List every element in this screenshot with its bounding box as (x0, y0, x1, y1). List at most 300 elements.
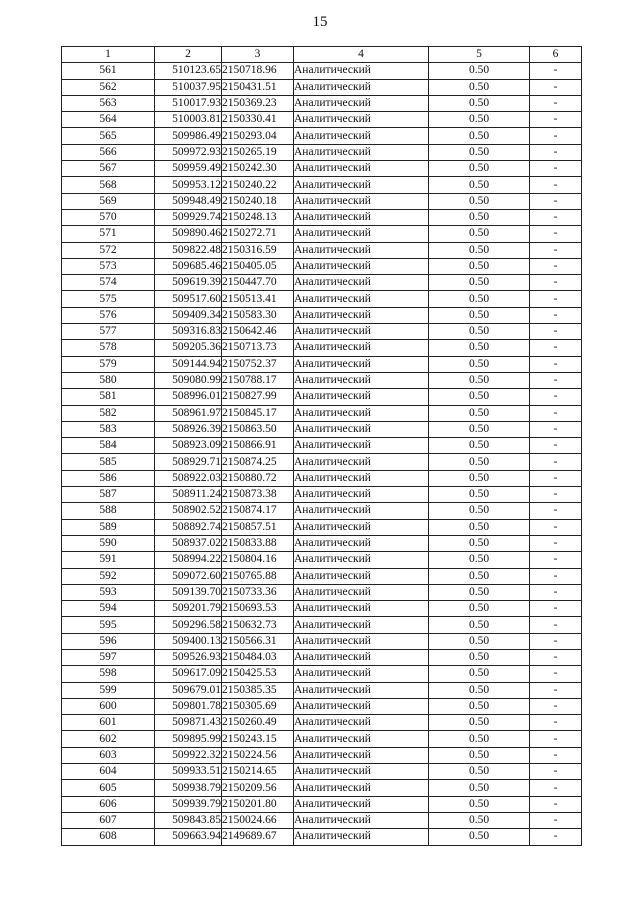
cell-coordinate-x: 509986.49 (155, 128, 222, 144)
cell-coordinate-y: 2150880.72 (222, 470, 294, 486)
table-row (62, 405, 582, 421)
table-row (62, 372, 582, 388)
cell-point-number: 599 (62, 682, 155, 698)
header-coordinate-y: 3 (222, 47, 294, 63)
cell-point-number: 572 (62, 242, 155, 258)
cell-note: - (530, 291, 582, 307)
cell-note: - (530, 649, 582, 665)
cell-point-number: 568 (62, 177, 155, 193)
cell-point-number: 600 (62, 698, 155, 714)
table-row (62, 764, 582, 780)
cell-coordinate-y: 2150431.51 (222, 79, 294, 95)
cell-point-number: 589 (62, 519, 155, 535)
cell-point-number: 561 (62, 63, 155, 79)
cell-coordinate-x: 508994.22 (155, 552, 222, 568)
cell-coordinate-x: 508961.97 (155, 405, 222, 421)
cell-coordinate-x: 509526.93 (155, 649, 222, 665)
cell-coordinate-x: 509972.93 (155, 144, 222, 160)
cell-accuracy: 0.50 (429, 649, 530, 665)
cell-method: Аналитический (294, 633, 429, 649)
cell-coordinate-y: 2150632.73 (222, 617, 294, 633)
table-row (62, 552, 582, 568)
table-row (62, 340, 582, 356)
cell-method: Аналитический (294, 356, 429, 372)
table-row (62, 715, 582, 731)
cell-point-number: 607 (62, 812, 155, 828)
table-row (62, 438, 582, 454)
cell-note: - (530, 79, 582, 95)
cell-coordinate-y: 2150718.96 (222, 63, 294, 79)
cell-coordinate-y: 2150484.03 (222, 649, 294, 665)
table-row (62, 161, 582, 177)
cell-coordinate-y: 2150240.22 (222, 177, 294, 193)
cell-accuracy: 0.50 (429, 601, 530, 617)
cell-coordinate-x: 508996.01 (155, 389, 222, 405)
cell-accuracy: 0.50 (429, 487, 530, 503)
table-row (62, 144, 582, 160)
cell-point-number: 573 (62, 258, 155, 274)
table-row (62, 617, 582, 633)
cell-accuracy: 0.50 (429, 764, 530, 780)
cell-method: Аналитический (294, 780, 429, 796)
cell-point-number: 593 (62, 584, 155, 600)
cell-coordinate-x: 508911.24 (155, 487, 222, 503)
cell-method: Аналитический (294, 63, 429, 79)
cell-method: Аналитический (294, 552, 429, 568)
cell-method: Аналитический (294, 209, 429, 225)
cell-coordinate-x: 509953.12 (155, 177, 222, 193)
cell-point-number: 567 (62, 161, 155, 177)
cell-note: - (530, 698, 582, 714)
table-row (62, 731, 582, 747)
table-row (62, 747, 582, 763)
cell-point-number: 602 (62, 731, 155, 747)
cell-note: - (530, 715, 582, 731)
cell-accuracy: 0.50 (429, 324, 530, 340)
cell-accuracy: 0.50 (429, 617, 530, 633)
cell-method: Аналитический (294, 666, 429, 682)
cell-coordinate-x: 509517.60 (155, 291, 222, 307)
cell-coordinate-x: 509316.83 (155, 324, 222, 340)
cell-method: Аналитический (294, 389, 429, 405)
cell-method: Аналитический (294, 584, 429, 600)
header-coordinate-x: 2 (155, 47, 222, 63)
table-row (62, 601, 582, 617)
cell-coordinate-x: 509939.79 (155, 796, 222, 812)
cell-note: - (530, 356, 582, 372)
cell-coordinate-y: 2150788.17 (222, 372, 294, 388)
cell-method: Аналитический (294, 291, 429, 307)
cell-point-number: 596 (62, 633, 155, 649)
table-row (62, 356, 582, 372)
cell-note: - (530, 112, 582, 128)
cell-note: - (530, 552, 582, 568)
cell-point-number: 581 (62, 389, 155, 405)
table-row (62, 209, 582, 225)
cell-accuracy: 0.50 (429, 666, 530, 682)
cell-coordinate-y: 2150765.88 (222, 568, 294, 584)
cell-coordinate-x: 509072.60 (155, 568, 222, 584)
table-row (62, 291, 582, 307)
cell-accuracy: 0.50 (429, 584, 530, 600)
cell-coordinate-y: 2150214.65 (222, 764, 294, 780)
cell-method: Аналитический (294, 161, 429, 177)
cell-method: Аналитический (294, 95, 429, 111)
cell-accuracy: 0.50 (429, 552, 530, 568)
table-row (62, 226, 582, 242)
cell-coordinate-x: 509822.48 (155, 242, 222, 258)
cell-coordinate-x: 509201.79 (155, 601, 222, 617)
header-accuracy: 5 (429, 47, 530, 63)
cell-point-number: 595 (62, 617, 155, 633)
table-row (62, 258, 582, 274)
cell-coordinate-y: 2150513.41 (222, 291, 294, 307)
cell-accuracy: 0.50 (429, 438, 530, 454)
cell-note: - (530, 161, 582, 177)
cell-coordinate-y: 2150874.25 (222, 454, 294, 470)
page-number: 15 (312, 14, 328, 30)
cell-note: - (530, 487, 582, 503)
cell-coordinate-y: 2150804.16 (222, 552, 294, 568)
cell-coordinate-x: 509205.36 (155, 340, 222, 356)
table-row (62, 128, 582, 144)
cell-coordinate-x: 509617.09 (155, 666, 222, 682)
cell-accuracy: 0.50 (429, 79, 530, 95)
cell-note: - (530, 535, 582, 551)
cell-coordinate-y: 2150260.49 (222, 715, 294, 731)
cell-accuracy: 0.50 (429, 633, 530, 649)
cell-coordinate-x: 510017.93 (155, 95, 222, 111)
cell-point-number: 584 (62, 438, 155, 454)
cell-coordinate-x: 508937.02 (155, 535, 222, 551)
cell-accuracy: 0.50 (429, 340, 530, 356)
cell-point-number: 594 (62, 601, 155, 617)
cell-point-number: 592 (62, 568, 155, 584)
cell-method: Аналитический (294, 812, 429, 828)
cell-accuracy: 0.50 (429, 63, 530, 79)
cell-coordinate-x: 509933.51 (155, 764, 222, 780)
cell-coordinate-x: 510003.81 (155, 112, 222, 128)
cell-note: - (530, 340, 582, 356)
cell-point-number: 576 (62, 307, 155, 323)
cell-coordinate-x: 508902.52 (155, 503, 222, 519)
table-row (62, 242, 582, 258)
cell-accuracy: 0.50 (429, 389, 530, 405)
cell-point-number: 577 (62, 324, 155, 340)
cell-note: - (530, 63, 582, 79)
cell-coordinate-y: 2150405.05 (222, 258, 294, 274)
cell-accuracy: 0.50 (429, 698, 530, 714)
cell-method: Аналитический (294, 438, 429, 454)
cell-method: Аналитический (294, 144, 429, 160)
table-row (62, 666, 582, 682)
cell-accuracy: 0.50 (429, 780, 530, 796)
cell-point-number: 563 (62, 95, 155, 111)
cell-coordinate-y: 2150583.30 (222, 307, 294, 323)
table-row (62, 421, 582, 437)
table-row (62, 812, 582, 828)
cell-point-number: 562 (62, 79, 155, 95)
cell-note: - (530, 372, 582, 388)
cell-coordinate-y: 2150642.46 (222, 324, 294, 340)
cell-coordinate-y: 2150845.17 (222, 405, 294, 421)
table-row (62, 324, 582, 340)
cell-coordinate-x: 510037.95 (155, 79, 222, 95)
table-row (62, 780, 582, 796)
cell-coordinate-y: 2150733.36 (222, 584, 294, 600)
cell-method: Аналитический (294, 731, 429, 747)
cell-method: Аналитический (294, 649, 429, 665)
cell-method: Аналитический (294, 324, 429, 340)
cell-coordinate-x: 509409.34 (155, 307, 222, 323)
cell-method: Аналитический (294, 535, 429, 551)
cell-coordinate-y: 2150425.53 (222, 666, 294, 682)
cell-coordinate-x: 508922.03 (155, 470, 222, 486)
cell-note: - (530, 421, 582, 437)
cell-accuracy: 0.50 (429, 275, 530, 291)
table-row (62, 193, 582, 209)
table-row (62, 470, 582, 486)
cell-coordinate-y: 2150243.15 (222, 731, 294, 747)
cell-note: - (530, 584, 582, 600)
cell-point-number: 574 (62, 275, 155, 291)
cell-point-number: 580 (62, 372, 155, 388)
cell-accuracy: 0.50 (429, 503, 530, 519)
cell-accuracy: 0.50 (429, 226, 530, 242)
cell-accuracy: 0.50 (429, 454, 530, 470)
cell-point-number: 566 (62, 144, 155, 160)
cell-coordinate-y: 2150242.30 (222, 161, 294, 177)
table-row (62, 389, 582, 405)
cell-point-number: 565 (62, 128, 155, 144)
cell-point-number: 585 (62, 454, 155, 470)
cell-point-number: 575 (62, 291, 155, 307)
cell-coordinate-y: 2150447.70 (222, 275, 294, 291)
cell-note: - (530, 812, 582, 828)
cell-method: Аналитический (294, 715, 429, 731)
cell-method: Аналитический (294, 568, 429, 584)
cell-note: - (530, 764, 582, 780)
table-row (62, 568, 582, 584)
cell-coordinate-y: 2150024.66 (222, 812, 294, 828)
table-row (62, 79, 582, 95)
cell-accuracy: 0.50 (429, 829, 530, 845)
cell-method: Аналитический (294, 796, 429, 812)
cell-method: Аналитический (294, 177, 429, 193)
cell-coordinate-x: 509679.01 (155, 682, 222, 698)
cell-method: Аналитический (294, 470, 429, 486)
cell-coordinate-x: 508923.09 (155, 438, 222, 454)
table-row (62, 177, 582, 193)
cell-note: - (530, 666, 582, 682)
cell-note: - (530, 144, 582, 160)
table-row (62, 503, 582, 519)
cell-coordinate-y: 2150272.71 (222, 226, 294, 242)
cell-point-number: 598 (62, 666, 155, 682)
cell-point-number: 605 (62, 780, 155, 796)
cell-coordinate-x: 510123.65 (155, 63, 222, 79)
cell-accuracy: 0.50 (429, 731, 530, 747)
cell-accuracy: 0.50 (429, 715, 530, 731)
cell-coordinate-x: 509296.58 (155, 617, 222, 633)
cell-accuracy: 0.50 (429, 421, 530, 437)
table-row (62, 698, 582, 714)
cell-accuracy: 0.50 (429, 356, 530, 372)
cell-coordinate-y: 2150240.18 (222, 193, 294, 209)
cell-coordinate-x: 508926.39 (155, 421, 222, 437)
table-row (62, 275, 582, 291)
cell-method: Аналитический (294, 258, 429, 274)
cell-note: - (530, 601, 582, 617)
cell-note: - (530, 128, 582, 144)
cell-accuracy: 0.50 (429, 307, 530, 323)
cell-coordinate-x: 509871.43 (155, 715, 222, 731)
table-row (62, 535, 582, 551)
cell-method: Аналитический (294, 601, 429, 617)
cell-note: - (530, 617, 582, 633)
table-header (62, 47, 582, 63)
cell-coordinate-y: 2150305.69 (222, 698, 294, 714)
cell-accuracy: 0.50 (429, 144, 530, 160)
cell-note: - (530, 568, 582, 584)
table-body (62, 63, 582, 845)
table-row (62, 487, 582, 503)
cell-method: Аналитический (294, 519, 429, 535)
cell-coordinate-y: 2150265.19 (222, 144, 294, 160)
cell-coordinate-y: 2150209.56 (222, 780, 294, 796)
cell-method: Аналитический (294, 79, 429, 95)
cell-coordinate-x: 509895.99 (155, 731, 222, 747)
cell-coordinate-y: 2150316.59 (222, 242, 294, 258)
cell-method: Аналитический (294, 617, 429, 633)
cell-method: Аналитический (294, 193, 429, 209)
cell-method: Аналитический (294, 829, 429, 845)
cell-method: Аналитический (294, 487, 429, 503)
cell-coordinate-y: 2150385.35 (222, 682, 294, 698)
cell-note: - (530, 731, 582, 747)
cell-coordinate-x: 509929.74 (155, 209, 222, 225)
cell-note: - (530, 209, 582, 225)
cell-note: - (530, 682, 582, 698)
table-row (62, 112, 582, 128)
cell-coordinate-y: 2150293.04 (222, 128, 294, 144)
cell-accuracy: 0.50 (429, 519, 530, 535)
table-row (62, 829, 582, 845)
cell-coordinate-y: 2150201.80 (222, 796, 294, 812)
cell-coordinate-x: 509948.49 (155, 193, 222, 209)
cell-note: - (530, 95, 582, 111)
cell-point-number: 578 (62, 340, 155, 356)
cell-note: - (530, 389, 582, 405)
cell-note: - (530, 275, 582, 291)
cell-method: Аналитический (294, 682, 429, 698)
cell-coordinate-y: 2150873.38 (222, 487, 294, 503)
cell-accuracy: 0.50 (429, 682, 530, 698)
cell-note: - (530, 438, 582, 454)
cell-point-number: 586 (62, 470, 155, 486)
cell-coordinate-y: 2150248.13 (222, 209, 294, 225)
cell-note: - (530, 177, 582, 193)
cell-coordinate-y: 2149689.67 (222, 829, 294, 845)
cell-coordinate-x: 509843.85 (155, 812, 222, 828)
table-row (62, 63, 582, 79)
table-row (62, 307, 582, 323)
cell-note: - (530, 226, 582, 242)
cell-point-number: 608 (62, 829, 155, 845)
cell-point-number: 597 (62, 649, 155, 665)
cell-method: Аналитический (294, 242, 429, 258)
cell-method: Аналитический (294, 764, 429, 780)
cell-point-number: 603 (62, 747, 155, 763)
cell-note: - (530, 454, 582, 470)
cell-coordinate-x: 509959.49 (155, 161, 222, 177)
table-row (62, 519, 582, 535)
cell-coordinate-x: 509890.46 (155, 226, 222, 242)
cell-coordinate-y: 2150833.88 (222, 535, 294, 551)
cell-note: - (530, 780, 582, 796)
cell-coordinate-x: 509685.46 (155, 258, 222, 274)
cell-coordinate-x: 509938.79 (155, 780, 222, 796)
cell-coordinate-x: 509801.78 (155, 698, 222, 714)
cell-note: - (530, 503, 582, 519)
cell-note: - (530, 307, 582, 323)
cell-coordinate-y: 2150863.50 (222, 421, 294, 437)
cell-coordinate-x: 509139.70 (155, 584, 222, 600)
cell-accuracy: 0.50 (429, 470, 530, 486)
cell-coordinate-x: 508892.74 (155, 519, 222, 535)
cell-accuracy: 0.50 (429, 193, 530, 209)
table-row (62, 584, 582, 600)
header-row (62, 47, 582, 63)
cell-accuracy: 0.50 (429, 291, 530, 307)
cell-note: - (530, 633, 582, 649)
cell-coordinate-y: 2150857.51 (222, 519, 294, 535)
cell-coordinate-x: 509922.32 (155, 747, 222, 763)
cell-method: Аналитический (294, 503, 429, 519)
cell-accuracy: 0.50 (429, 128, 530, 144)
cell-coordinate-x: 508929.71 (155, 454, 222, 470)
cell-accuracy: 0.50 (429, 95, 530, 111)
cell-note: - (530, 324, 582, 340)
cell-point-number: 564 (62, 112, 155, 128)
cell-coordinate-y: 2150224.56 (222, 747, 294, 763)
cell-point-number: 582 (62, 405, 155, 421)
cell-accuracy: 0.50 (429, 568, 530, 584)
cell-note: - (530, 258, 582, 274)
cell-coordinate-x: 509400.13 (155, 633, 222, 649)
cell-accuracy: 0.50 (429, 112, 530, 128)
cell-accuracy: 0.50 (429, 812, 530, 828)
cell-method: Аналитический (294, 307, 429, 323)
cell-coordinate-x: 509663.94 (155, 829, 222, 845)
cell-method: Аналитический (294, 112, 429, 128)
cell-accuracy: 0.50 (429, 258, 530, 274)
cell-coordinate-y: 2150827.99 (222, 389, 294, 405)
cell-coordinate-y: 2150866.91 (222, 438, 294, 454)
cell-coordinate-y: 2150713.73 (222, 340, 294, 356)
coordinates-table (61, 46, 582, 846)
cell-point-number: 601 (62, 715, 155, 731)
cell-note: - (530, 405, 582, 421)
cell-method: Аналитический (294, 698, 429, 714)
table-row (62, 633, 582, 649)
cell-accuracy: 0.50 (429, 177, 530, 193)
cell-accuracy: 0.50 (429, 405, 530, 421)
cell-note: - (530, 829, 582, 845)
table-row (62, 95, 582, 111)
cell-point-number: 579 (62, 356, 155, 372)
header-point-number: 1 (62, 47, 155, 63)
